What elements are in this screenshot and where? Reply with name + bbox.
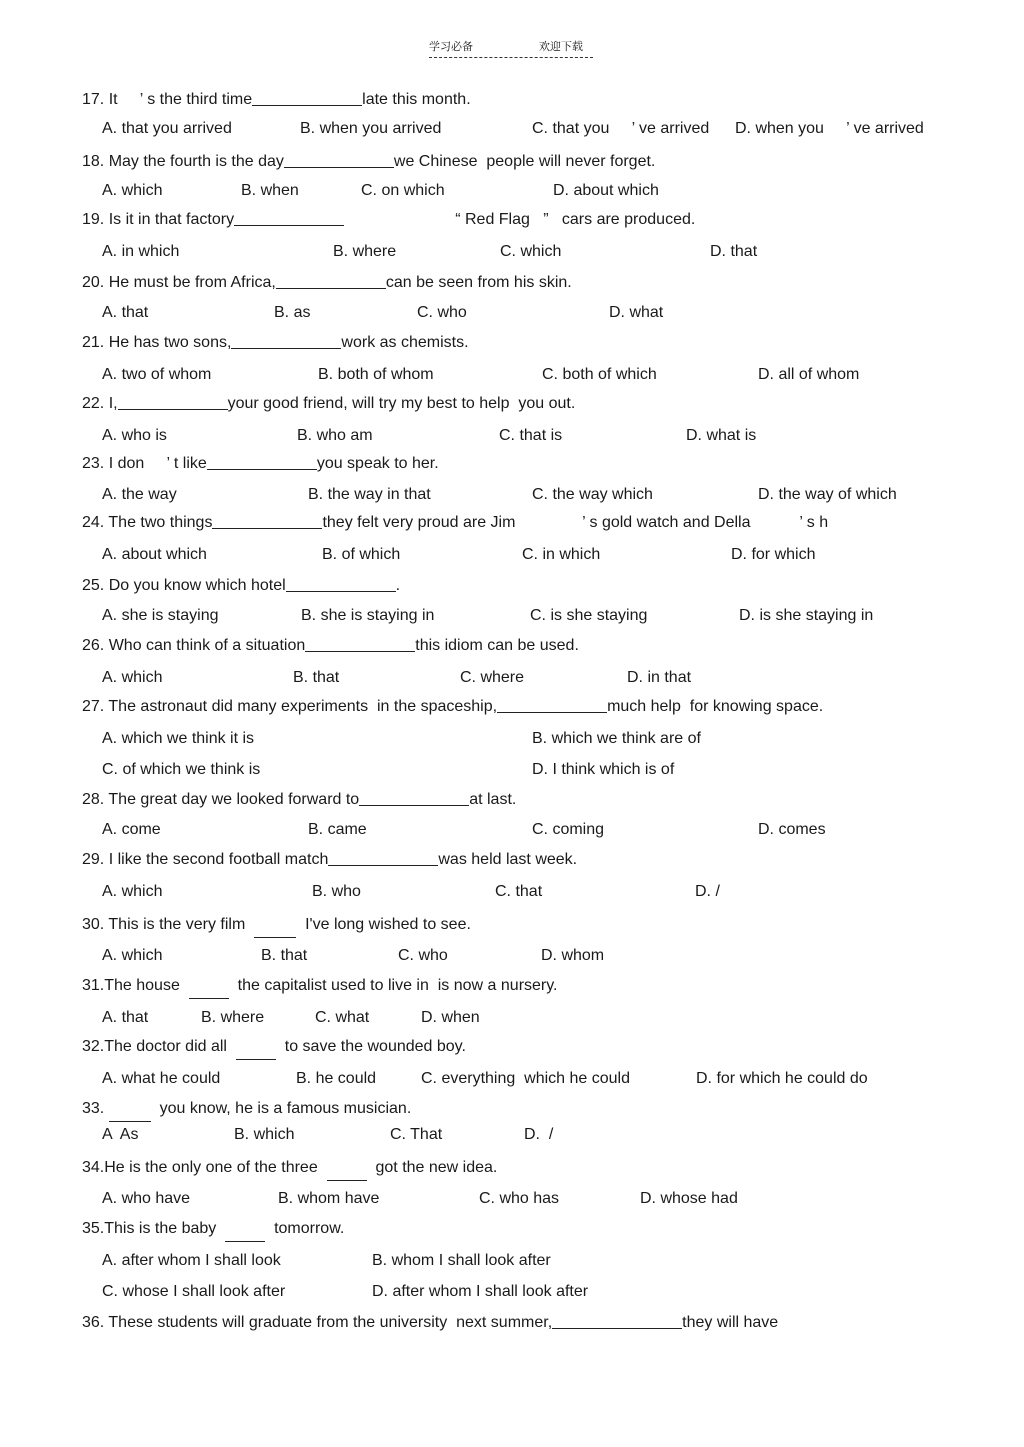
answer-option: C. that <box>495 883 543 900</box>
header-left-text: 学习必备 <box>429 40 473 53</box>
question-text <box>82 635 579 657</box>
options-line <box>0 180 1024 204</box>
answer-option: B. who am <box>297 427 373 444</box>
answer-option: A. about which <box>102 546 207 563</box>
answer-option: C. That <box>390 1126 443 1143</box>
answer-option: D. about which <box>553 182 659 199</box>
answer-option: B. of which <box>322 546 401 563</box>
answer-option: D. for which he could do <box>696 1070 868 1087</box>
answer-blank <box>234 209 344 226</box>
question-fragment: 34.He is the only one of the three <box>82 1159 327 1176</box>
options-line <box>0 1007 1024 1031</box>
answer-option: A. the way <box>102 486 177 503</box>
question-fragment: 20. He must be from Africa, <box>82 274 276 291</box>
answer-blank <box>231 332 341 349</box>
answer-blank <box>207 453 317 470</box>
answer-option: B. where <box>333 243 397 260</box>
answer-option: D. that <box>710 243 758 260</box>
answer-option: B. he could <box>296 1070 377 1087</box>
answer-option: D. after whom I shall look after <box>372 1283 589 1300</box>
question-fragment: you speak to her. <box>316 455 439 472</box>
question-line <box>0 272 1024 296</box>
answer-option: C. that you ’ ve arrived <box>532 120 710 137</box>
answer-option: C. where <box>460 669 525 686</box>
question-line <box>0 332 1024 356</box>
answer-blank-short <box>189 982 229 999</box>
answer-option: B. which <box>234 1126 295 1143</box>
answer-blank <box>212 512 322 529</box>
answer-option: D. when you ’ ve arrived <box>735 120 924 137</box>
answer-option: C. who <box>417 304 467 321</box>
question-fragment: 30. This is the very film <box>82 916 255 933</box>
question-line <box>0 975 1024 999</box>
question-text <box>82 1036 466 1060</box>
question-text <box>82 914 471 938</box>
question-text <box>82 1098 411 1122</box>
answer-blank <box>276 272 386 289</box>
options-line <box>0 819 1024 843</box>
question-line <box>0 151 1024 175</box>
question-line <box>0 635 1024 659</box>
options-line <box>0 1068 1024 1092</box>
answer-option: A. which we think it is <box>102 730 255 747</box>
answer-option: A. come <box>102 821 161 838</box>
answer-option: A. in which <box>102 243 180 260</box>
options-line <box>0 364 1024 388</box>
answer-option: D. what is <box>686 427 757 444</box>
question-line <box>0 1098 1024 1122</box>
answer-option: A. who is <box>102 427 167 444</box>
answer-option: B. both of whom <box>318 366 434 383</box>
answer-option: C. both of which <box>542 366 657 383</box>
question-fragment: 18. May the fourth is the day <box>82 153 284 170</box>
options-line <box>0 241 1024 265</box>
options-line <box>0 605 1024 629</box>
answer-option: C. that is <box>499 427 563 444</box>
answer-blank-short <box>254 921 296 938</box>
question-fragment: 36. These students will graduate from the university next summer, <box>82 1314 553 1331</box>
question-line <box>0 89 1024 113</box>
answer-option: A. that <box>102 304 149 321</box>
answer-option: D. in that <box>627 669 692 686</box>
answer-option: B. where <box>201 1009 265 1026</box>
answer-option: B. who <box>312 883 361 900</box>
answer-option: D. for which <box>731 546 816 563</box>
question-fragment: 32.The doctor did all <box>82 1038 236 1055</box>
answer-option: D. whose had <box>640 1190 738 1207</box>
answer-option: A. after whom I shall look <box>102 1252 281 1269</box>
question-text <box>82 453 439 475</box>
question-fragment: 31.The house <box>82 977 189 994</box>
answer-option: A. which <box>102 883 163 900</box>
question-fragment: 25. Do you know which hotel <box>82 577 286 594</box>
header-right-text: 欢迎下载 <box>539 40 583 53</box>
question-text <box>82 1218 344 1242</box>
options-line <box>0 1188 1024 1212</box>
answer-option: A. what he could <box>102 1070 221 1087</box>
answer-blank <box>497 696 607 713</box>
question-line <box>0 453 1024 477</box>
answer-option: D. all of whom <box>758 366 860 383</box>
question-text <box>82 975 558 999</box>
answer-option: C. of which we think is <box>102 761 261 778</box>
question-text <box>82 696 823 718</box>
question-fragment: 17. It ’ s the third time <box>82 91 253 108</box>
options-line <box>0 667 1024 691</box>
answer-blank <box>252 89 362 106</box>
answer-option: C. which <box>500 243 562 260</box>
question-fragment: tomorrow. <box>265 1220 345 1237</box>
answer-option: A. who have <box>102 1190 191 1207</box>
question-fragment: at last. <box>469 791 517 808</box>
answer-option: C. whose I shall look after <box>102 1283 286 1300</box>
answer-blank <box>359 789 469 806</box>
answer-option: B. when you arrived <box>300 120 442 137</box>
answer-option: B. whom have <box>278 1190 380 1207</box>
question-fragment: . <box>395 577 401 594</box>
question-line <box>0 849 1024 873</box>
question-line <box>0 209 1024 233</box>
question-line <box>0 1218 1024 1242</box>
answer-option: C. who has <box>479 1190 560 1207</box>
question-line <box>0 393 1024 417</box>
question-fragment: 29. I like the second football match <box>82 851 329 868</box>
question-text <box>82 272 572 294</box>
question-text <box>82 575 400 597</box>
question-fragment: 21. He has two sons, <box>82 334 232 351</box>
question-fragment: to save the wounded boy. <box>275 1038 466 1055</box>
question-fragment: can be seen from his skin. <box>385 274 572 291</box>
question-text <box>82 151 655 173</box>
question-fragment: “ Red Flag ” cars are produced. <box>344 211 696 228</box>
answer-option: D. what <box>609 304 664 321</box>
answer-blank <box>305 635 415 652</box>
answer-option: C. the way which <box>532 486 653 503</box>
question-fragment: 22. I, <box>82 395 118 412</box>
answer-option: B. the way in that <box>308 486 431 503</box>
question-fragment: late this month. <box>362 91 471 108</box>
answer-option: B. whom I shall look after <box>372 1252 551 1269</box>
question-fragment: much help for knowing space. <box>607 698 824 715</box>
answer-blank-short <box>327 1164 367 1181</box>
answer-option: B. she is staying in <box>301 607 435 624</box>
answer-blank-short <box>109 1105 151 1122</box>
question-fragment: was held last week. <box>438 851 578 868</box>
answer-option: A. that <box>102 1009 149 1026</box>
answer-blank <box>118 393 228 410</box>
answer-option: B. when <box>241 182 299 199</box>
options-line <box>0 881 1024 905</box>
question-line <box>0 1036 1024 1060</box>
question-text <box>82 1157 497 1181</box>
question-fragment: I've long wished to see. <box>296 916 471 933</box>
answer-option: D. the way of which <box>758 486 897 503</box>
answer-option: A As <box>102 1126 139 1143</box>
question-text <box>82 1312 778 1334</box>
answer-option: A. two of whom <box>102 366 212 383</box>
question-line <box>0 575 1024 599</box>
question-fragment: 26. Who can think of a situation <box>82 637 306 654</box>
answer-option: C. coming <box>532 821 605 838</box>
answer-option: B. came <box>308 821 367 838</box>
answer-option: D. I think which is of <box>532 761 675 778</box>
question-fragment: work as chemists. <box>341 334 469 351</box>
answer-option: D. is she staying in <box>739 607 874 624</box>
answer-option: B. that <box>261 947 308 964</box>
answer-option: D. / <box>524 1126 554 1143</box>
question-fragment: they felt very proud are Jim ’ s gold watch and Della ’ s h <box>322 514 829 531</box>
question-fragment: 33. <box>82 1100 109 1117</box>
question-text <box>82 849 577 871</box>
options-line <box>0 544 1024 568</box>
question-fragment: we Chinese people will never forget. <box>393 153 656 170</box>
options-line <box>0 118 1024 142</box>
question-line <box>0 512 1024 536</box>
answer-blank <box>328 849 438 866</box>
answer-option: C. what <box>315 1009 370 1026</box>
answer-blank <box>284 151 394 168</box>
options-line <box>0 728 1024 752</box>
answer-option: D. when <box>421 1009 480 1026</box>
answer-option: C. who <box>398 947 448 964</box>
answer-option: C. everything which he could <box>421 1070 630 1087</box>
answer-blank-short <box>236 1043 276 1060</box>
answer-option: D. whom <box>541 947 605 964</box>
question-text <box>82 393 575 415</box>
answer-option: B. which we think are of <box>532 730 701 747</box>
answer-option: C. on which <box>361 182 445 199</box>
answer-option: A. she is staying <box>102 607 219 624</box>
question-text <box>82 789 516 811</box>
question-fragment: got the new idea. <box>366 1159 498 1176</box>
answer-option: A. which <box>102 182 163 199</box>
answer-option: A. that you arrived <box>102 120 232 137</box>
question-fragment: 28. The great day we looked forward to <box>82 791 360 808</box>
question-fragment: the capitalist used to live in is now a nursery. <box>228 977 558 994</box>
question-fragment: 24. The two things <box>82 514 213 531</box>
question-fragment: you know, he is a famous musician. <box>150 1100 412 1117</box>
answer-option: C. is she staying <box>530 607 648 624</box>
options-line <box>0 1281 1024 1305</box>
answer-option: C. in which <box>522 546 601 563</box>
answer-blank <box>286 575 396 592</box>
question-text <box>82 89 471 111</box>
options-line <box>0 484 1024 508</box>
answer-option: A. which <box>102 947 163 964</box>
question-text <box>82 209 695 231</box>
answer-blank-short <box>225 1225 265 1242</box>
answer-option: D. comes <box>758 821 826 838</box>
answer-blank <box>552 1312 682 1329</box>
answer-option: B. that <box>293 669 340 686</box>
question-fragment: 27. The astronaut did many experiments in the spaceship, <box>82 698 498 715</box>
options-line <box>0 945 1024 969</box>
question-fragment: this idiom can be used. <box>415 637 579 654</box>
question-line <box>0 1312 1024 1336</box>
answer-option: D. / <box>695 883 720 900</box>
answer-option: A. which <box>102 669 163 686</box>
question-fragment: they will have <box>682 1314 779 1331</box>
options-line <box>0 1250 1024 1274</box>
question-line <box>0 696 1024 720</box>
options-line <box>0 425 1024 449</box>
question-line <box>0 1157 1024 1181</box>
options-line <box>0 1124 1024 1148</box>
question-fragment: your good friend, will try my best to help you out. <box>227 395 576 412</box>
answer-option: B. as <box>274 304 311 321</box>
question-line <box>0 914 1024 938</box>
options-line <box>0 759 1024 783</box>
question-line <box>0 789 1024 813</box>
question-fragment: 23. I don ’ t like <box>82 455 207 472</box>
question-text <box>82 332 469 354</box>
question-fragment: 19. Is it in that factory <box>82 211 235 228</box>
question-fragment: 35.This is the baby <box>82 1220 226 1237</box>
options-line <box>0 302 1024 326</box>
question-text <box>82 512 828 534</box>
